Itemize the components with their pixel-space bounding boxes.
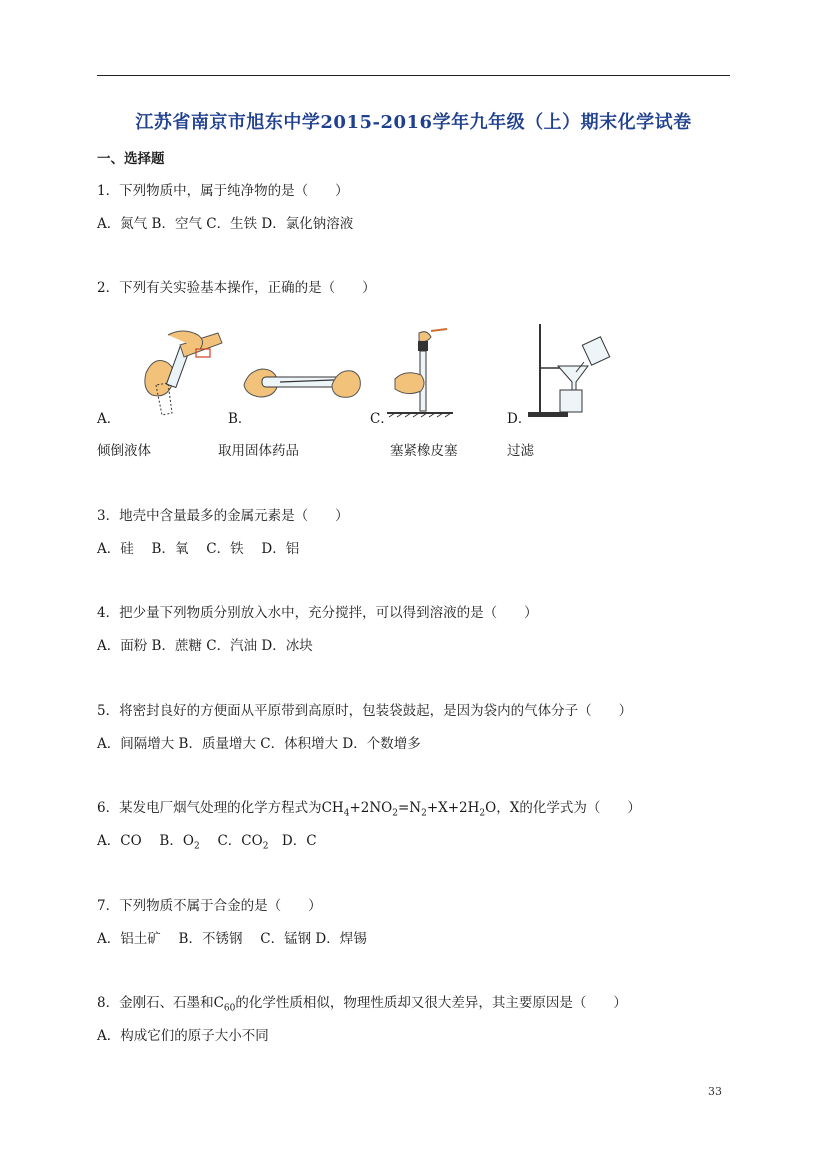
figure-pouring-liquid bbox=[118, 325, 228, 420]
q2-option-b-letter: B． bbox=[228, 411, 252, 427]
q2-option-c-letter: C． bbox=[370, 411, 394, 427]
q6-options: A．CO B．$O_2$ C．$CO_2$ D．C bbox=[97, 833, 317, 852]
q2-option-b-caption: 取用固体药品 bbox=[218, 443, 299, 459]
q1-options: A．氮气 B．空气 C．生铁 D．氯化钠溶液 bbox=[97, 216, 354, 232]
q2-option-a-caption: 倾倒液体 bbox=[97, 443, 151, 459]
q8-stem: 8．金刚石、石墨和$C_{60}$的化学性质相似，物理性质却又很大差异，其主要原因是（ ） bbox=[97, 995, 627, 1014]
section-heading: 一、选择题 bbox=[97, 151, 165, 167]
q2-stem: 2．下列有关实验基本操作，正确的是（ ） bbox=[97, 280, 376, 296]
figure-solid-reagent bbox=[240, 355, 365, 410]
q1-stem: 1．下列物质中，属于纯净物的是（ ） bbox=[97, 183, 349, 199]
q7-stem: 7．下列物质不属于合金的是（ ） bbox=[97, 898, 322, 914]
exam-title: 江苏省南京市旭东中学2015-2016学年九年级（上）期末化学试卷 bbox=[135, 112, 692, 133]
page-number: 33 bbox=[708, 1085, 722, 1098]
q3-stem: 3．地壳中含量最多的金属元素是（ ） bbox=[97, 508, 349, 524]
header-rule bbox=[97, 75, 730, 76]
q2-option-d-caption: 过滤 bbox=[507, 443, 534, 459]
q5-stem: 5．将密封良好的方便面从平原带到高原时，包装袋鼓起，是因为袋内的气体分子（ ） bbox=[97, 703, 633, 719]
q8-option-a: A．构成它们的原子大小不同 bbox=[97, 1028, 269, 1044]
q2-option-c-caption: 塞紧橡皮塞 bbox=[390, 443, 458, 459]
q2-option-d-letter: D． bbox=[507, 411, 532, 427]
q3-options: A．硅 B．氧 C．铁 D．铝 bbox=[97, 541, 300, 557]
q4-stem: 4．把少量下列物质分别放入水中，充分搅拌，可以得到溶液的是（ ） bbox=[97, 605, 538, 621]
q6-stem: 6．某发电厂烟气处理的化学方程式为$CH_4+2NO_2=N_2+X+2H_2O$，X的化学式为（ ） bbox=[97, 800, 641, 819]
q5-options: A．间隔增大 B．质量增大 C．体积增大 D．个数增多 bbox=[97, 736, 421, 752]
q7-options: A．铝土矿 B．不锈钢 C．锰钢 D．焊锡 bbox=[97, 931, 367, 947]
figure-filtration bbox=[520, 322, 620, 420]
q4-options: A．面粉 B．蔗糖 C．汽油 D．冰块 bbox=[97, 638, 313, 654]
q2-option-a-letter: A． bbox=[97, 411, 121, 427]
figure-stopper bbox=[385, 325, 455, 420]
